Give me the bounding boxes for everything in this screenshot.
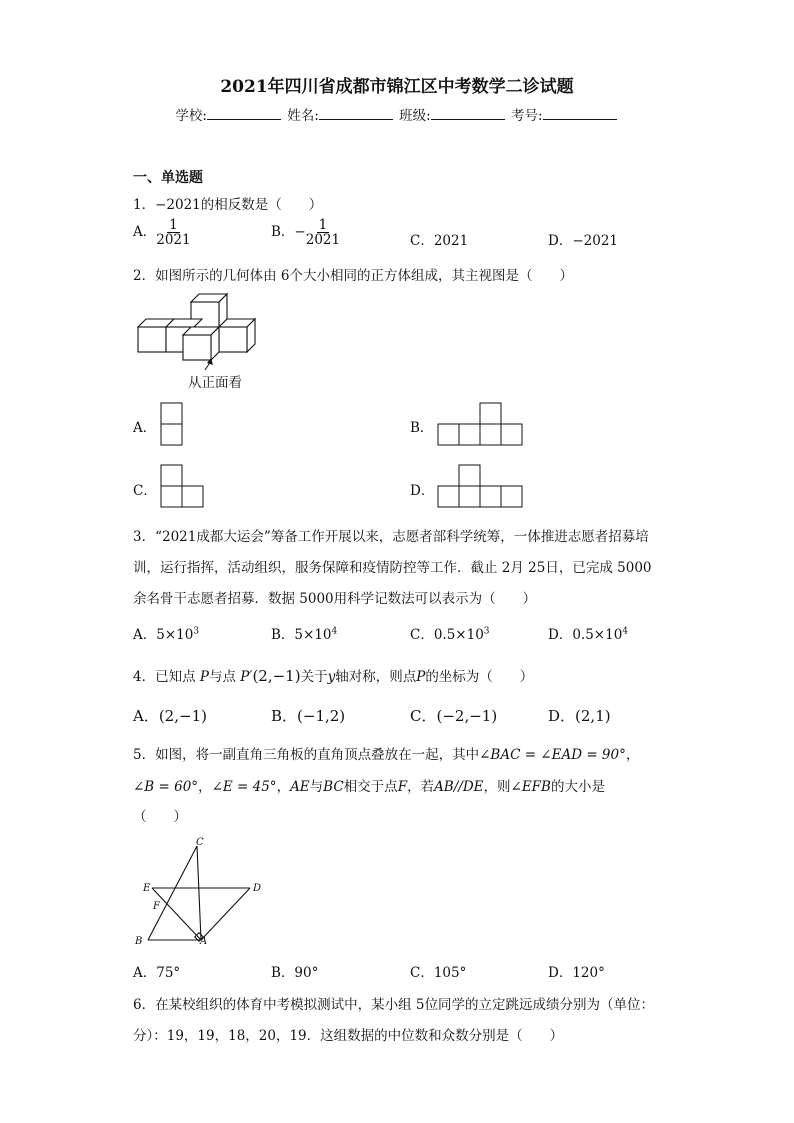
q5-text-3: 与 (309, 779, 324, 795)
q4-text-3: 关于 (300, 669, 328, 685)
q5-stem-line1 (133, 743, 639, 763)
q5-text-6: ，则 (483, 779, 511, 795)
q5-label-b: B (135, 936, 143, 947)
q5-option-d[interactable]: D．120° (548, 965, 605, 981)
q6-stem-line2: 分）：19，19，18，20，19．这组数据的中位数和众数分别是（ ） (133, 1028, 564, 1044)
q1-option-a[interactable] (133, 218, 191, 247)
q5-text-4: 相交于点 (343, 779, 398, 795)
q4-option-a[interactable]: A．(2,−1) (133, 707, 207, 725)
q2-option-d-label[interactable]: D． (410, 483, 435, 499)
q5-option-b[interactable]: B．90° (271, 965, 319, 981)
q2-stem: 2．如图所示的几何体由 6个大小相同的正方体组成，其主视图是（ ） (133, 268, 573, 284)
q5-text-1: 5．如图，将一副直角三角板的直角顶点叠放在一起，其中 (133, 747, 480, 763)
exam-number-label: 考号: (511, 108, 543, 124)
q5-angle-eq: ∠BAC = ∠EAD = 90° (479, 747, 626, 763)
student-info-line (0, 104, 794, 124)
q5-seg-bc: BC (323, 779, 344, 795)
q3-b-base: B．5×10 (271, 627, 332, 643)
q3-stem-line3: 余名骨干志愿者招募．数据 5000用科学记数法可以表示为（ ） (133, 591, 537, 607)
q3-option-a[interactable] (133, 623, 199, 643)
school-label: 学校: (175, 108, 207, 124)
q3-stem-line1: 3．“2021成都大运会”筹备工作开展以来，志愿者部科学统筹，一体推进志愿者招募培 (133, 529, 649, 545)
school-blank[interactable] (207, 107, 281, 120)
q1-option-c[interactable]: C．2021 (410, 233, 469, 249)
exam-number-blank[interactable] (543, 107, 617, 120)
q4-point-p: P (199, 669, 209, 685)
q5-text-5: ，若 (407, 779, 435, 795)
q5-option-c[interactable]: C．105° (410, 965, 467, 981)
q5-sep-1: ， (198, 779, 212, 795)
q4-point-p-2: P (416, 669, 426, 685)
q5-stem-line2 (133, 775, 605, 795)
q4-y-axis: y (327, 669, 336, 685)
q1-option-b-fraction (306, 218, 340, 247)
q2-figure-caption: 从正面看 (188, 375, 242, 391)
q3-option-b[interactable] (271, 623, 337, 643)
q5-point-f: F (397, 779, 408, 795)
q4-option-b[interactable]: B．(−1,2) (271, 707, 346, 725)
q3-option-c[interactable] (410, 623, 490, 643)
q4-text-5: 的坐标为（ ） (425, 669, 534, 685)
q1-option-d[interactable]: D．−2021 (548, 233, 618, 249)
q5-sep-2: ， (276, 779, 291, 795)
q3-d-base: D．0.5×10 (548, 627, 623, 643)
q3-c-base: C．0.5×10 (410, 627, 484, 643)
q3-stem-line2: 训，运行指挥，活动组织，服务保障和疫情防控等工作．截止 2月 25日，已完成 5000 (133, 560, 652, 576)
q4-point-p-prime: P′ (240, 669, 253, 685)
q4-option-c[interactable]: C．(−2,−1) (410, 707, 498, 725)
class-label: 班级: (399, 108, 431, 124)
q1-option-a-label: A． (133, 224, 157, 241)
q4-coord: (2,−1) (252, 667, 301, 685)
q5-parallel: AB//DE (434, 779, 484, 795)
q1-stem: 1．−2021的相反数是（ ） (133, 197, 323, 213)
q5-label-c: C (196, 837, 204, 848)
q4-stem (133, 665, 533, 685)
q5-angle-efb: ∠EFB (510, 779, 551, 795)
q2-option-c-label[interactable]: C． (133, 483, 157, 499)
q5-stem-line3: （ ） (133, 809, 187, 825)
q1-a-numerator: 1 (169, 217, 178, 233)
q5-angle-b: ∠B = 60° (133, 779, 199, 795)
q5-label-e: E (143, 883, 151, 894)
q5-text-2: ， (625, 747, 640, 763)
name-blank[interactable] (319, 107, 393, 120)
q4-text-4: 轴对称，则点 (335, 669, 417, 685)
q1-b-denominator: 2021 (305, 232, 341, 249)
page-title: 2021年四川省成都市锦江区中考数学二诊试题 (220, 77, 574, 97)
q5-angle-e: ∠E = 45° (211, 779, 277, 795)
q5-option-a[interactable]: A．75° (133, 965, 181, 981)
q1-option-b[interactable] (271, 218, 340, 247)
section-heading: 一、单选题 (133, 170, 203, 186)
q4-text-2: 与点 (208, 669, 241, 685)
q3-c-exponent: 3 (483, 626, 490, 637)
q2-option-a-label[interactable]: A． (133, 420, 157, 436)
q1-b-numerator: 1 (318, 217, 328, 233)
q5-label-d: D (253, 883, 262, 894)
q1-a-denominator: 2021 (156, 232, 191, 249)
q2-option-b-label[interactable]: B． (410, 420, 434, 436)
q3-option-d[interactable] (548, 623, 628, 643)
q3-d-exponent: 4 (622, 626, 629, 637)
q6-stem-line1: 6．在某校组织的体育中考模拟测试中，某小组 5位同学的立定跳远成绩分别为（单位： (133, 997, 654, 1013)
q4-text-1: 4．已知点 (133, 669, 200, 685)
q5-text-7: 的大小是 (550, 779, 605, 795)
q5-label-a: A (200, 936, 208, 947)
class-blank[interactable] (431, 107, 505, 120)
q4-option-d[interactable]: D．(2,1) (548, 707, 611, 725)
q5-label-f: F (153, 901, 160, 912)
name-label: 姓名: (287, 108, 319, 124)
q1-option-b-label: B．− (271, 224, 306, 241)
q3-a-exponent: 3 (193, 626, 200, 637)
q5-seg-ae: AE (290, 779, 310, 795)
q3-b-exponent: 4 (331, 626, 338, 637)
q3-a-base: A．5×10 (133, 627, 194, 643)
q1-option-a-fraction (156, 218, 190, 247)
